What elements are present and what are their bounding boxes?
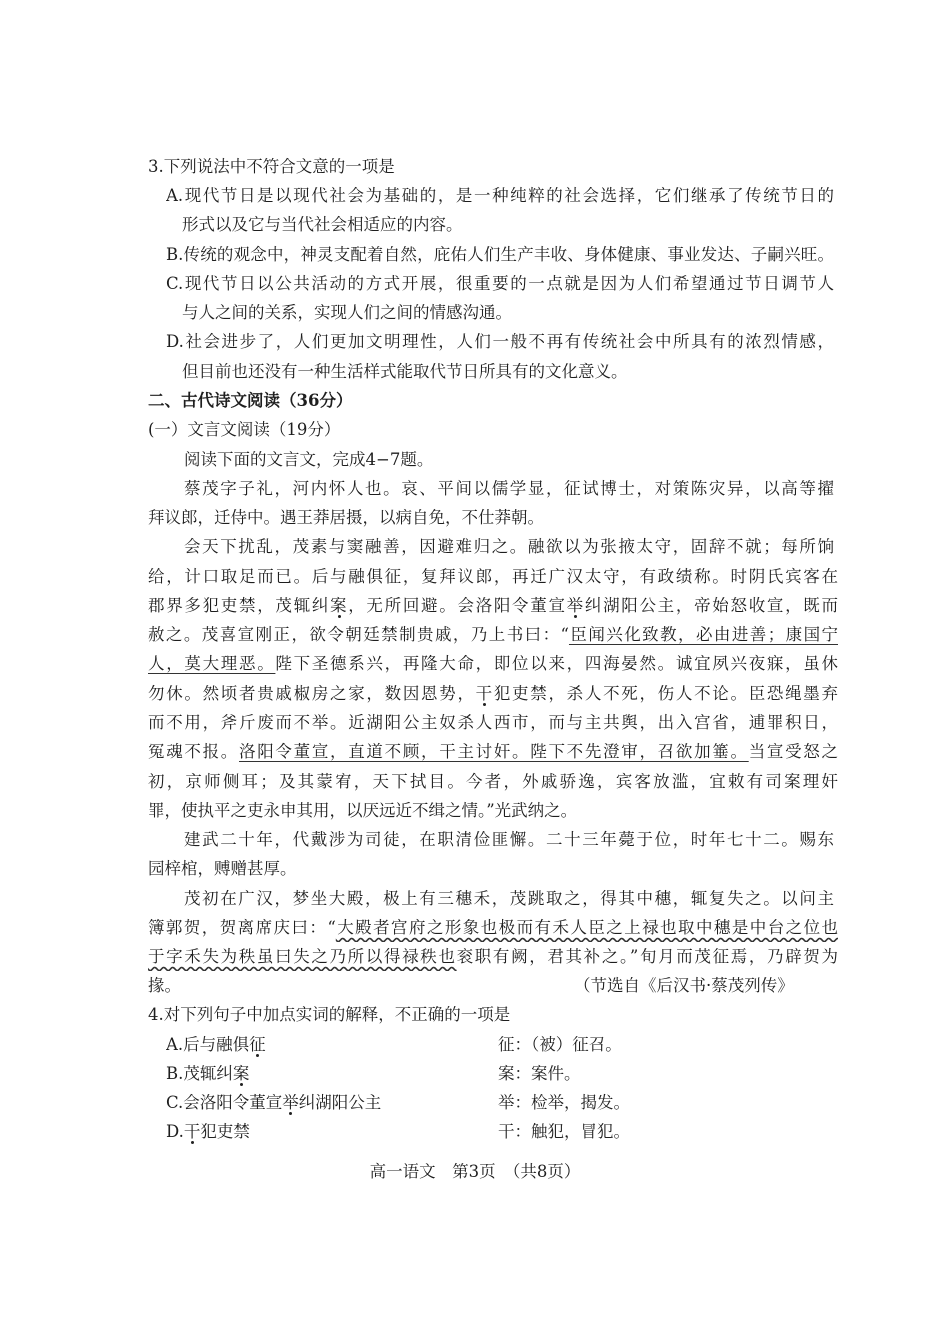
q3-option-d-line1: D.社会进步了，人们更加文明理性，人们一般不再有传统社会中所具有的浓烈情感， <box>166 332 834 351</box>
q3-option-b: B.传统的观念中，神灵支配着自然，庇佑人们生产丰收、身体健康、事业发达、子嗣兴旺。 <box>166 245 834 264</box>
section-2-title: 二、古代诗文阅读（36分） <box>148 391 353 410</box>
passage-p2-line2: 给，计口取足而已。后与融俱征，复拜议郎，再迁广汉太守，有政绩称。时阴氏宾客在 <box>148 567 838 586</box>
passage-text: 当宣受怒之 <box>748 742 838 761</box>
section-2-subtitle: (一）文言文阅读（19分） <box>148 420 341 439</box>
wavy-underlined-sentence: 于字禾失为秩虽曰失之乃所以得禄秩也 <box>148 947 457 966</box>
q4-option-text: A.后与融俱 <box>166 1035 250 1054</box>
question-3-stem: 3.下列说法中不符合文意的一项是 <box>148 157 395 176</box>
passage-p4-line3 <box>148 942 838 971</box>
passage-p3-line1: 建武二十年，代戴涉为司徒，在职清俭匪懈。二十三年薨于位，时年七十二。赐东 <box>184 830 834 849</box>
passage-p2-line9: 初，京师侧耳；及其蒙宥，天下拭目。今者，外戚骄逸，宾客放滥，宜敕有司案理奸 <box>148 772 838 791</box>
passage-text: 勿休。然顷者贵戚椒房之家，数因恩势， <box>148 684 476 703</box>
q3-option-c-line1: C.现代节日以公共活动的方式开展，很重要的一点就是因为人们希望通过节日调节人 <box>166 274 834 293</box>
q4-option-text: 犯吏禁 <box>200 1122 250 1141</box>
q4-option-b-explanation: 案：案件。 <box>498 1064 581 1083</box>
passage-p2-line1: 会天下扰乱，茂素与窦融善，因避难归之。融欲以为张掖太守，固辞不就；每所饷 <box>184 537 834 556</box>
passage-p4-line2 <box>148 913 838 942</box>
q4-option-text: C.会洛阳令董宣 <box>166 1093 283 1112</box>
passage-text: 簿郭贺，贺离席庆曰：“ <box>148 918 336 937</box>
dotted-word: 干 <box>183 1122 201 1141</box>
passage-p3-line2: 园梓棺，赙赠甚厚。 <box>148 859 297 878</box>
q4-option-a <box>166 1030 834 1059</box>
passage-text: 陛下圣德系兴，再隆大命，即位以来，四海晏然。诚宜夙兴夜寐，虽休 <box>275 654 838 673</box>
dotted-word: 举 <box>566 596 585 615</box>
passage-text: ，无所回避。会洛阳令董宣 <box>348 596 567 615</box>
question-4-stem: 4.对下列句子中加点实词的解释，不正确的一项是 <box>148 1005 511 1024</box>
passage-p2-line8 <box>148 737 838 766</box>
q4-option-text: D. <box>166 1122 184 1141</box>
passage-p2-line3 <box>148 591 838 620</box>
passage-text: 纠湖阳公主，帝始怒收宣，既而 <box>584 596 838 615</box>
q3-option-d-line2: 但目前也还没有一种生活样式能取代节日所具有的文化意义。 <box>182 362 628 381</box>
q4-option-a-explanation: 征：（被）征召。 <box>498 1035 622 1054</box>
dotted-word: 征 <box>249 1035 266 1054</box>
passage-p1-line2: 拜议郎，迁侍中。遇王莽居摄，以病自免，不仕莽朝。 <box>148 508 544 527</box>
passage-text: 衮职有阙，君其补之。”旬月而茂征焉，乃辟贺为 <box>456 947 838 966</box>
passage-p1-line1: 蔡茂字子礼，河内怀人也。哀、平间以儒学显，征试博士，对策陈灾异，以高等擢 <box>184 479 834 498</box>
passage-p4-line1: 茂初在广汉，梦坐大殿，极上有三穗禾，茂跳取之，得其中穗，辄复失之。以问主 <box>184 889 834 908</box>
dotted-word: 举 <box>282 1093 299 1112</box>
q4-option-b <box>166 1059 834 1088</box>
q3-option-a-line1: A.现代节日是以现代社会为基础的，是一种纯粹的社会选择，它们继承了传统节日的 <box>166 186 834 205</box>
passage-p2-line6 <box>148 679 838 708</box>
q4-option-text: B.茂辄纠 <box>166 1064 233 1083</box>
passage-p2-line5 <box>148 649 838 678</box>
q4-option-c-explanation: 举：检举，揭发。 <box>498 1093 630 1112</box>
q4-option-text: 纠湖阳公主 <box>298 1093 382 1112</box>
passage-p2-line4 <box>148 620 838 649</box>
passage-p2-line10: 罪，使执平之吏永申其用，以厌远近不缉之情。”光武纳之。 <box>148 801 578 820</box>
q4-option-d <box>166 1117 834 1146</box>
passage-p2-line7: 而不用，斧斤废而不举。近湖阳公主奴杀人西市，而与主共舆，出入宫省，逋罪积日， <box>148 713 838 732</box>
passage-p4-line4: 掾。 <box>148 976 181 995</box>
underlined-sentence: 洛阳令董宣，直道不顾，干主讨奸。陛下不先澄审，召欲加箠。 <box>239 742 749 761</box>
passage-text: 冤魂不报。 <box>148 742 240 761</box>
dotted-word: 案 <box>232 1064 250 1083</box>
q4-option-d-explanation: 干：触犯，冒犯。 <box>498 1122 630 1141</box>
q3-option-a-line2: 形式以及它与当代社会相适应的内容。 <box>182 215 463 234</box>
q4-option-c <box>166 1088 834 1117</box>
page-footer: 高一语文 第3页 （共8页） <box>369 1162 581 1181</box>
dotted-word: 案 <box>330 596 349 615</box>
passage-source: （节选自《后汉书·蔡茂列传》 <box>574 976 794 995</box>
q3-option-c-line2: 与人之间的关系，实现人们之间的情感沟通。 <box>182 303 512 322</box>
wavy-underlined-sentence: 大殿者宫府之形象也极而有禾人臣之上禄也取中穗是中台之位也 <box>335 918 838 937</box>
underlined-sentence: 人，莫大理恶。 <box>148 654 276 673</box>
passage-text: 赦之。茂喜宣刚正，欲令朝廷禁制贵戚，乃上书曰：“ <box>148 625 569 644</box>
reading-instruction: 阅读下面的文言文，完成4−7题。 <box>184 450 434 469</box>
passage-text: 犯吏禁，杀人不死，伤人不论。臣恐绳墨弃 <box>493 684 838 703</box>
passage-text: 郡界多犯吏禁，茂辄纠 <box>148 596 331 615</box>
dotted-word: 干 <box>475 684 494 703</box>
underlined-sentence: 臣闻兴化致教，必由进善；康国宁 <box>568 625 838 644</box>
